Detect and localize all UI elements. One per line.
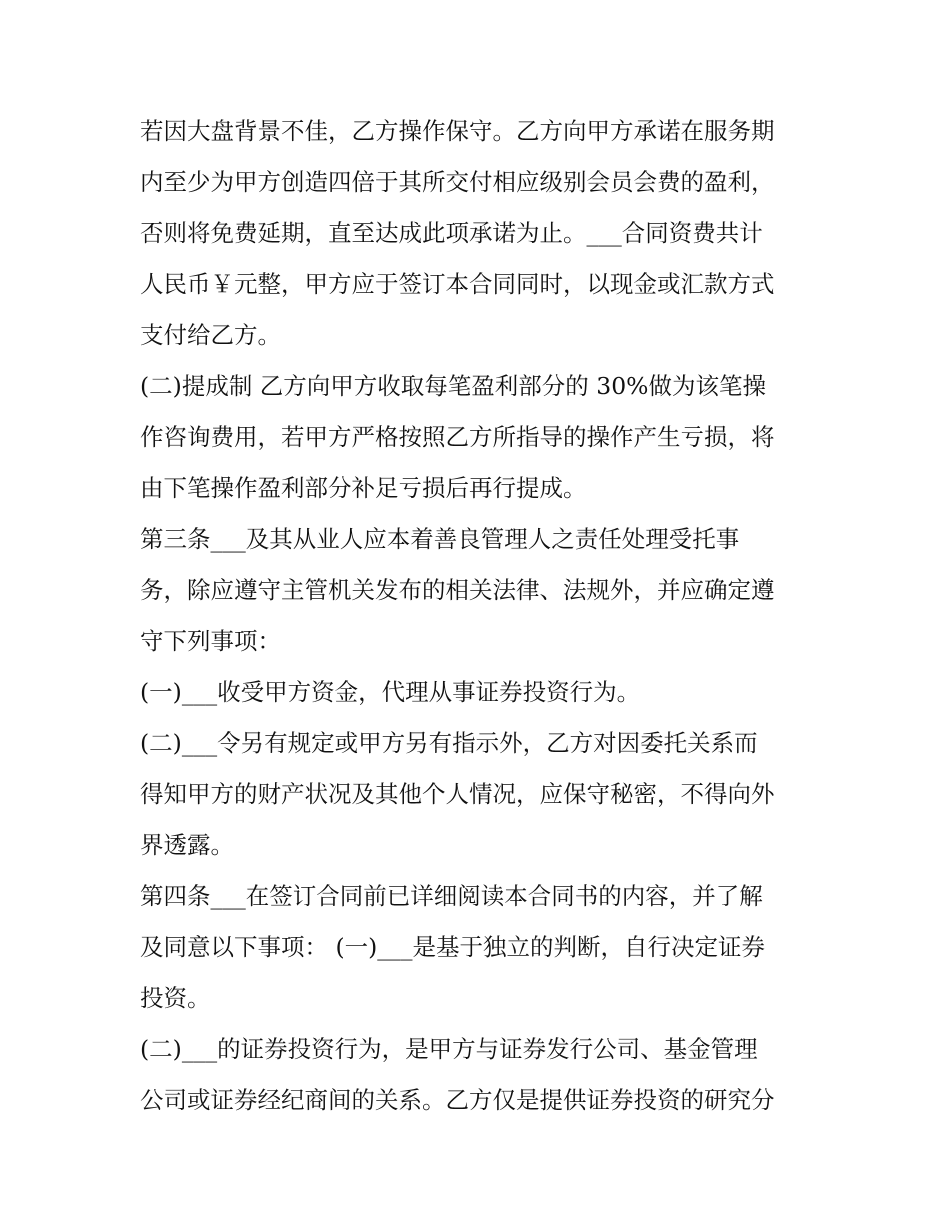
contract-text <box>140 106 820 1126</box>
text-line: 第三条___及其从业人应本着善良管理人之责任处理受托事 <box>140 525 740 553</box>
text-line: 作咨询费用，若甲方严格按照乙方所指导的操作产生亏损，将 <box>140 423 775 451</box>
text-line: 由下笔操作盈利部分补足亏损后再行提成。 <box>140 474 587 502</box>
text-line: (一)___收受甲方资金，代理从事证券投资行为。 <box>140 678 641 706</box>
text-line: (二)___的证券投资行为，是甲方与证券发行公司、基金管理 <box>140 1035 758 1063</box>
text-line: 第四条___在签订合同前已详细阅读本合同书的内容，并了解 <box>140 882 763 910</box>
text-line: 得知甲方的财产状况及其他个人情况，应保守秘密，不得向外 <box>140 780 775 808</box>
text-line: 及同意以下事项： (一)___是基于独立的判断，自行决定证券 <box>140 933 766 961</box>
text-line: 若因大盘背景不佳，乙方操作保守。乙方向甲方承诺在服务期 <box>140 117 775 145</box>
text-line: 支付给乙方。 <box>140 321 281 349</box>
text-line: 否则将免费延期，直至达成此项承诺为止。___合同资费共计 <box>140 219 763 247</box>
text-line: (二)___令另有规定或甲方另有指示外，乙方对因委托关系而 <box>140 729 758 757</box>
text-line: 人民币￥元整，甲方应于签订本合同同时，以现金或汇款方式 <box>140 270 775 298</box>
text-line: 投资。 <box>140 984 211 1012</box>
text-line: 务，除应遵守主管机关发布的相关法律、法规外，并应确定遵 <box>140 576 775 604</box>
text-line: 公司或证券经纪商间的关系。乙方仅是提供证券投资的研究分 <box>140 1086 775 1114</box>
text-line: 守下列事项： <box>140 627 281 655</box>
text-line: 界透露。 <box>140 831 234 859</box>
text-line: 内至少为甲方创造四倍于其所交付相应级别会员会费的盈利， <box>140 168 775 196</box>
text-line: (二)提成制 乙方向甲方收取每笔盈利部分的 30%做为该笔操 <box>140 372 767 400</box>
